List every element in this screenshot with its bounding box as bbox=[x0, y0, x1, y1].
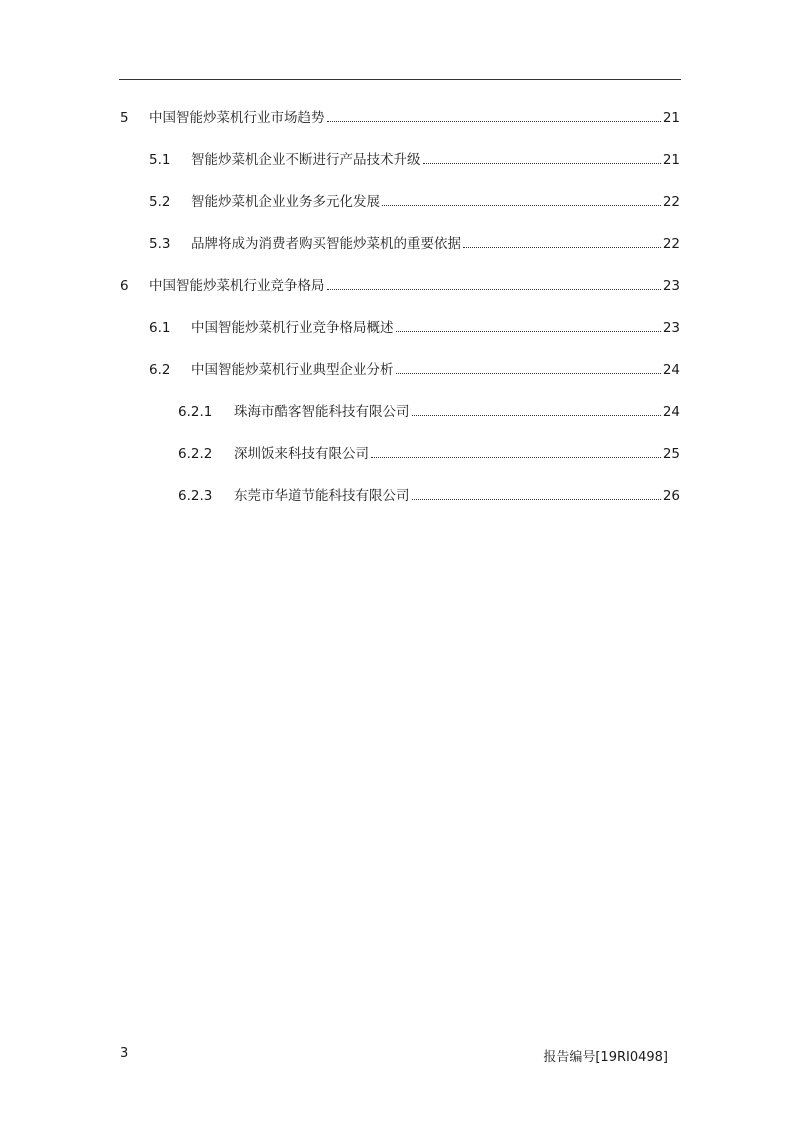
toc-page: 22 bbox=[662, 236, 680, 252]
toc-entry[interactable] bbox=[149, 192, 680, 212]
toc-leader bbox=[412, 402, 661, 416]
toc-leader bbox=[327, 276, 661, 290]
toc-leader bbox=[396, 360, 661, 374]
footer-page-number: 3 bbox=[120, 1046, 129, 1061]
toc-entry[interactable] bbox=[149, 234, 680, 254]
toc-entry[interactable] bbox=[178, 486, 680, 506]
toc-number: 6.2.2 bbox=[178, 446, 213, 462]
header-rule bbox=[119, 79, 681, 80]
toc-leader bbox=[412, 486, 661, 500]
toc-page: 21 bbox=[662, 152, 680, 168]
toc-entry[interactable] bbox=[120, 108, 680, 128]
toc-page: 26 bbox=[662, 488, 680, 504]
toc-number: 5 bbox=[120, 110, 129, 126]
toc-number: 5.1 bbox=[149, 152, 171, 168]
toc-number: 6.2.1 bbox=[178, 404, 213, 420]
toc-number: 6.2.3 bbox=[178, 488, 213, 504]
toc-leader bbox=[423, 150, 661, 164]
toc-title: 中国智能炒菜机行业典型企业分析 bbox=[191, 362, 394, 378]
toc-title: 品牌将成为消费者购买智能炒菜机的重要依据 bbox=[191, 236, 461, 252]
footer-report-code: 报告编号[19RI0498] bbox=[543, 1050, 668, 1065]
toc-title: 智能炒菜机企业不断进行产品技术升级 bbox=[191, 152, 421, 168]
toc-entry[interactable] bbox=[178, 402, 680, 422]
toc-leader bbox=[382, 192, 661, 206]
toc-entry[interactable] bbox=[178, 444, 680, 464]
toc-number: 6 bbox=[120, 278, 129, 294]
toc-page: 21 bbox=[662, 110, 680, 126]
toc-entry[interactable] bbox=[120, 276, 680, 296]
toc-title: 深圳饭来科技有限公司 bbox=[234, 446, 369, 462]
toc-page: 22 bbox=[662, 194, 680, 210]
toc-number: 6.1 bbox=[149, 320, 171, 336]
toc-title: 东莞市华道节能科技有限公司 bbox=[234, 488, 410, 504]
toc-page: 23 bbox=[662, 278, 680, 294]
toc-entry[interactable] bbox=[149, 150, 680, 170]
toc-entry[interactable] bbox=[149, 360, 680, 380]
toc-page: 25 bbox=[662, 446, 680, 462]
toc-page: 24 bbox=[662, 404, 680, 420]
toc-number: 6.2 bbox=[149, 362, 171, 378]
toc-title: 中国智能炒菜机行业市场趋势 bbox=[149, 110, 325, 126]
toc-number: 5.3 bbox=[149, 236, 171, 252]
toc-title: 中国智能炒菜机行业竞争格局概述 bbox=[191, 320, 394, 336]
toc-leader bbox=[396, 318, 661, 332]
toc-page: 23 bbox=[662, 320, 680, 336]
toc-title: 智能炒菜机企业业务多元化发展 bbox=[191, 194, 380, 210]
toc-entry[interactable] bbox=[149, 318, 680, 338]
toc-title: 中国智能炒菜机行业竞争格局 bbox=[149, 278, 325, 294]
toc-leader bbox=[327, 108, 661, 122]
toc-title: 珠海市酷客智能科技有限公司 bbox=[234, 404, 410, 420]
toc-page: 24 bbox=[662, 362, 680, 378]
toc-number: 5.2 bbox=[149, 194, 171, 210]
toc-leader bbox=[371, 444, 661, 458]
toc-leader bbox=[463, 234, 661, 248]
